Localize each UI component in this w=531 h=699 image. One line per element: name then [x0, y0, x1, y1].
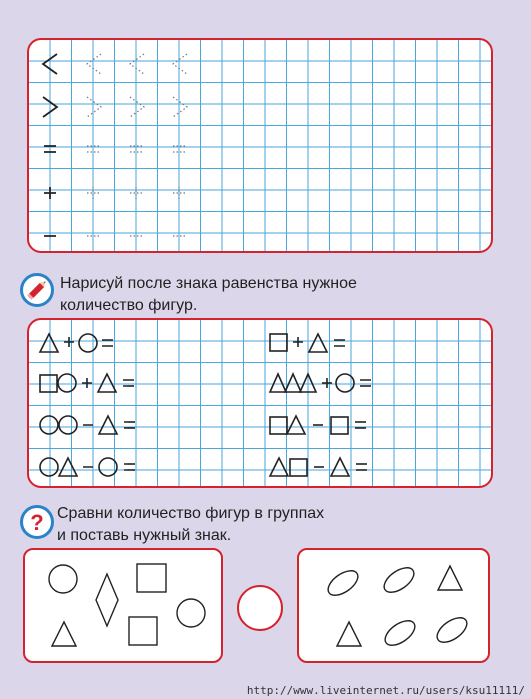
square-shape — [331, 417, 348, 434]
greater-than-row — [43, 97, 57, 117]
square-shape — [40, 375, 57, 392]
circle-shape — [79, 334, 97, 352]
task1-line2: количество фигур. — [60, 297, 198, 314]
triangle-shape — [331, 458, 349, 476]
task1-instruction — [60, 273, 357, 317]
triangle-shape — [309, 334, 327, 352]
left-group-shapes — [25, 550, 223, 663]
question-badge — [20, 505, 54, 539]
plus-trace-row — [87, 187, 185, 199]
triangle-shape — [40, 334, 58, 352]
triangle-shape — [98, 374, 116, 392]
square-shape — [270, 334, 287, 351]
triangle-shape — [52, 622, 76, 646]
tracing-signs — [29, 40, 493, 253]
equation-row4-right — [270, 458, 367, 476]
oval-shape — [433, 613, 471, 647]
triangle-shape — [285, 374, 301, 392]
pencil-icon — [23, 276, 51, 304]
task2-line2: и поставь нужный знак. — [57, 527, 232, 544]
diamond-shape — [96, 574, 118, 626]
equation-row3-left — [40, 416, 135, 434]
square-shape — [270, 417, 287, 434]
oval-shape — [380, 563, 418, 597]
task1-line1: Нарисуй после знака равенства нужное — [60, 275, 357, 292]
oval-shape — [381, 616, 419, 650]
triangle-shape — [438, 566, 462, 590]
right-group-shapes — [299, 550, 490, 663]
watermark-url: http://www.liveinternet.ru/users/ksu11111/ — [246, 684, 525, 697]
equation-row2-left — [40, 374, 134, 392]
task2-line1: Сравни количество фигур в группах — [57, 505, 325, 522]
oval-shape — [324, 566, 362, 600]
circle-shape — [40, 416, 58, 434]
greater-than-sign — [43, 97, 57, 117]
equation-row1-right — [270, 334, 345, 352]
circle-shape — [99, 458, 117, 476]
square-shape — [129, 617, 157, 645]
left-group-panel — [23, 548, 223, 663]
equation-row4-left — [40, 458, 135, 476]
tracing-signs-panel — [27, 38, 493, 253]
triangle-shape — [287, 416, 305, 434]
equations — [29, 320, 493, 488]
plus-row — [44, 187, 56, 199]
right-group-panel — [297, 548, 490, 663]
pencil-badge — [20, 273, 54, 307]
less-than-sign — [43, 54, 57, 74]
equation-row2-right — [270, 374, 371, 392]
triangle-shape — [300, 374, 316, 392]
circle-shape — [59, 416, 77, 434]
triangle-shape — [99, 416, 117, 434]
square-shape — [290, 459, 307, 476]
square-shape — [137, 564, 166, 592]
equals-row — [44, 146, 56, 152]
circle-shape — [58, 374, 76, 392]
triangle-shape — [337, 622, 361, 646]
equation-row1-left — [40, 334, 113, 352]
question-mark-icon — [23, 508, 51, 536]
equals-trace-row — [87, 146, 185, 152]
triangle-shape — [270, 374, 286, 392]
comparison-sign-circle[interactable] — [237, 585, 283, 631]
greater-than-trace-row — [87, 97, 187, 117]
circle-shape — [336, 374, 354, 392]
svg-text:?: ? — [30, 510, 44, 535]
triangle-shape — [59, 458, 77, 476]
less-than-trace-row — [87, 54, 187, 74]
circle-shape — [40, 458, 58, 476]
equations-panel — [27, 318, 493, 488]
less-than-row — [43, 54, 57, 74]
circle-shape — [49, 565, 77, 593]
equation-row3-right — [270, 416, 366, 434]
task2-instruction — [57, 503, 324, 547]
circle-shape — [177, 599, 205, 627]
triangle-shape — [270, 458, 288, 476]
